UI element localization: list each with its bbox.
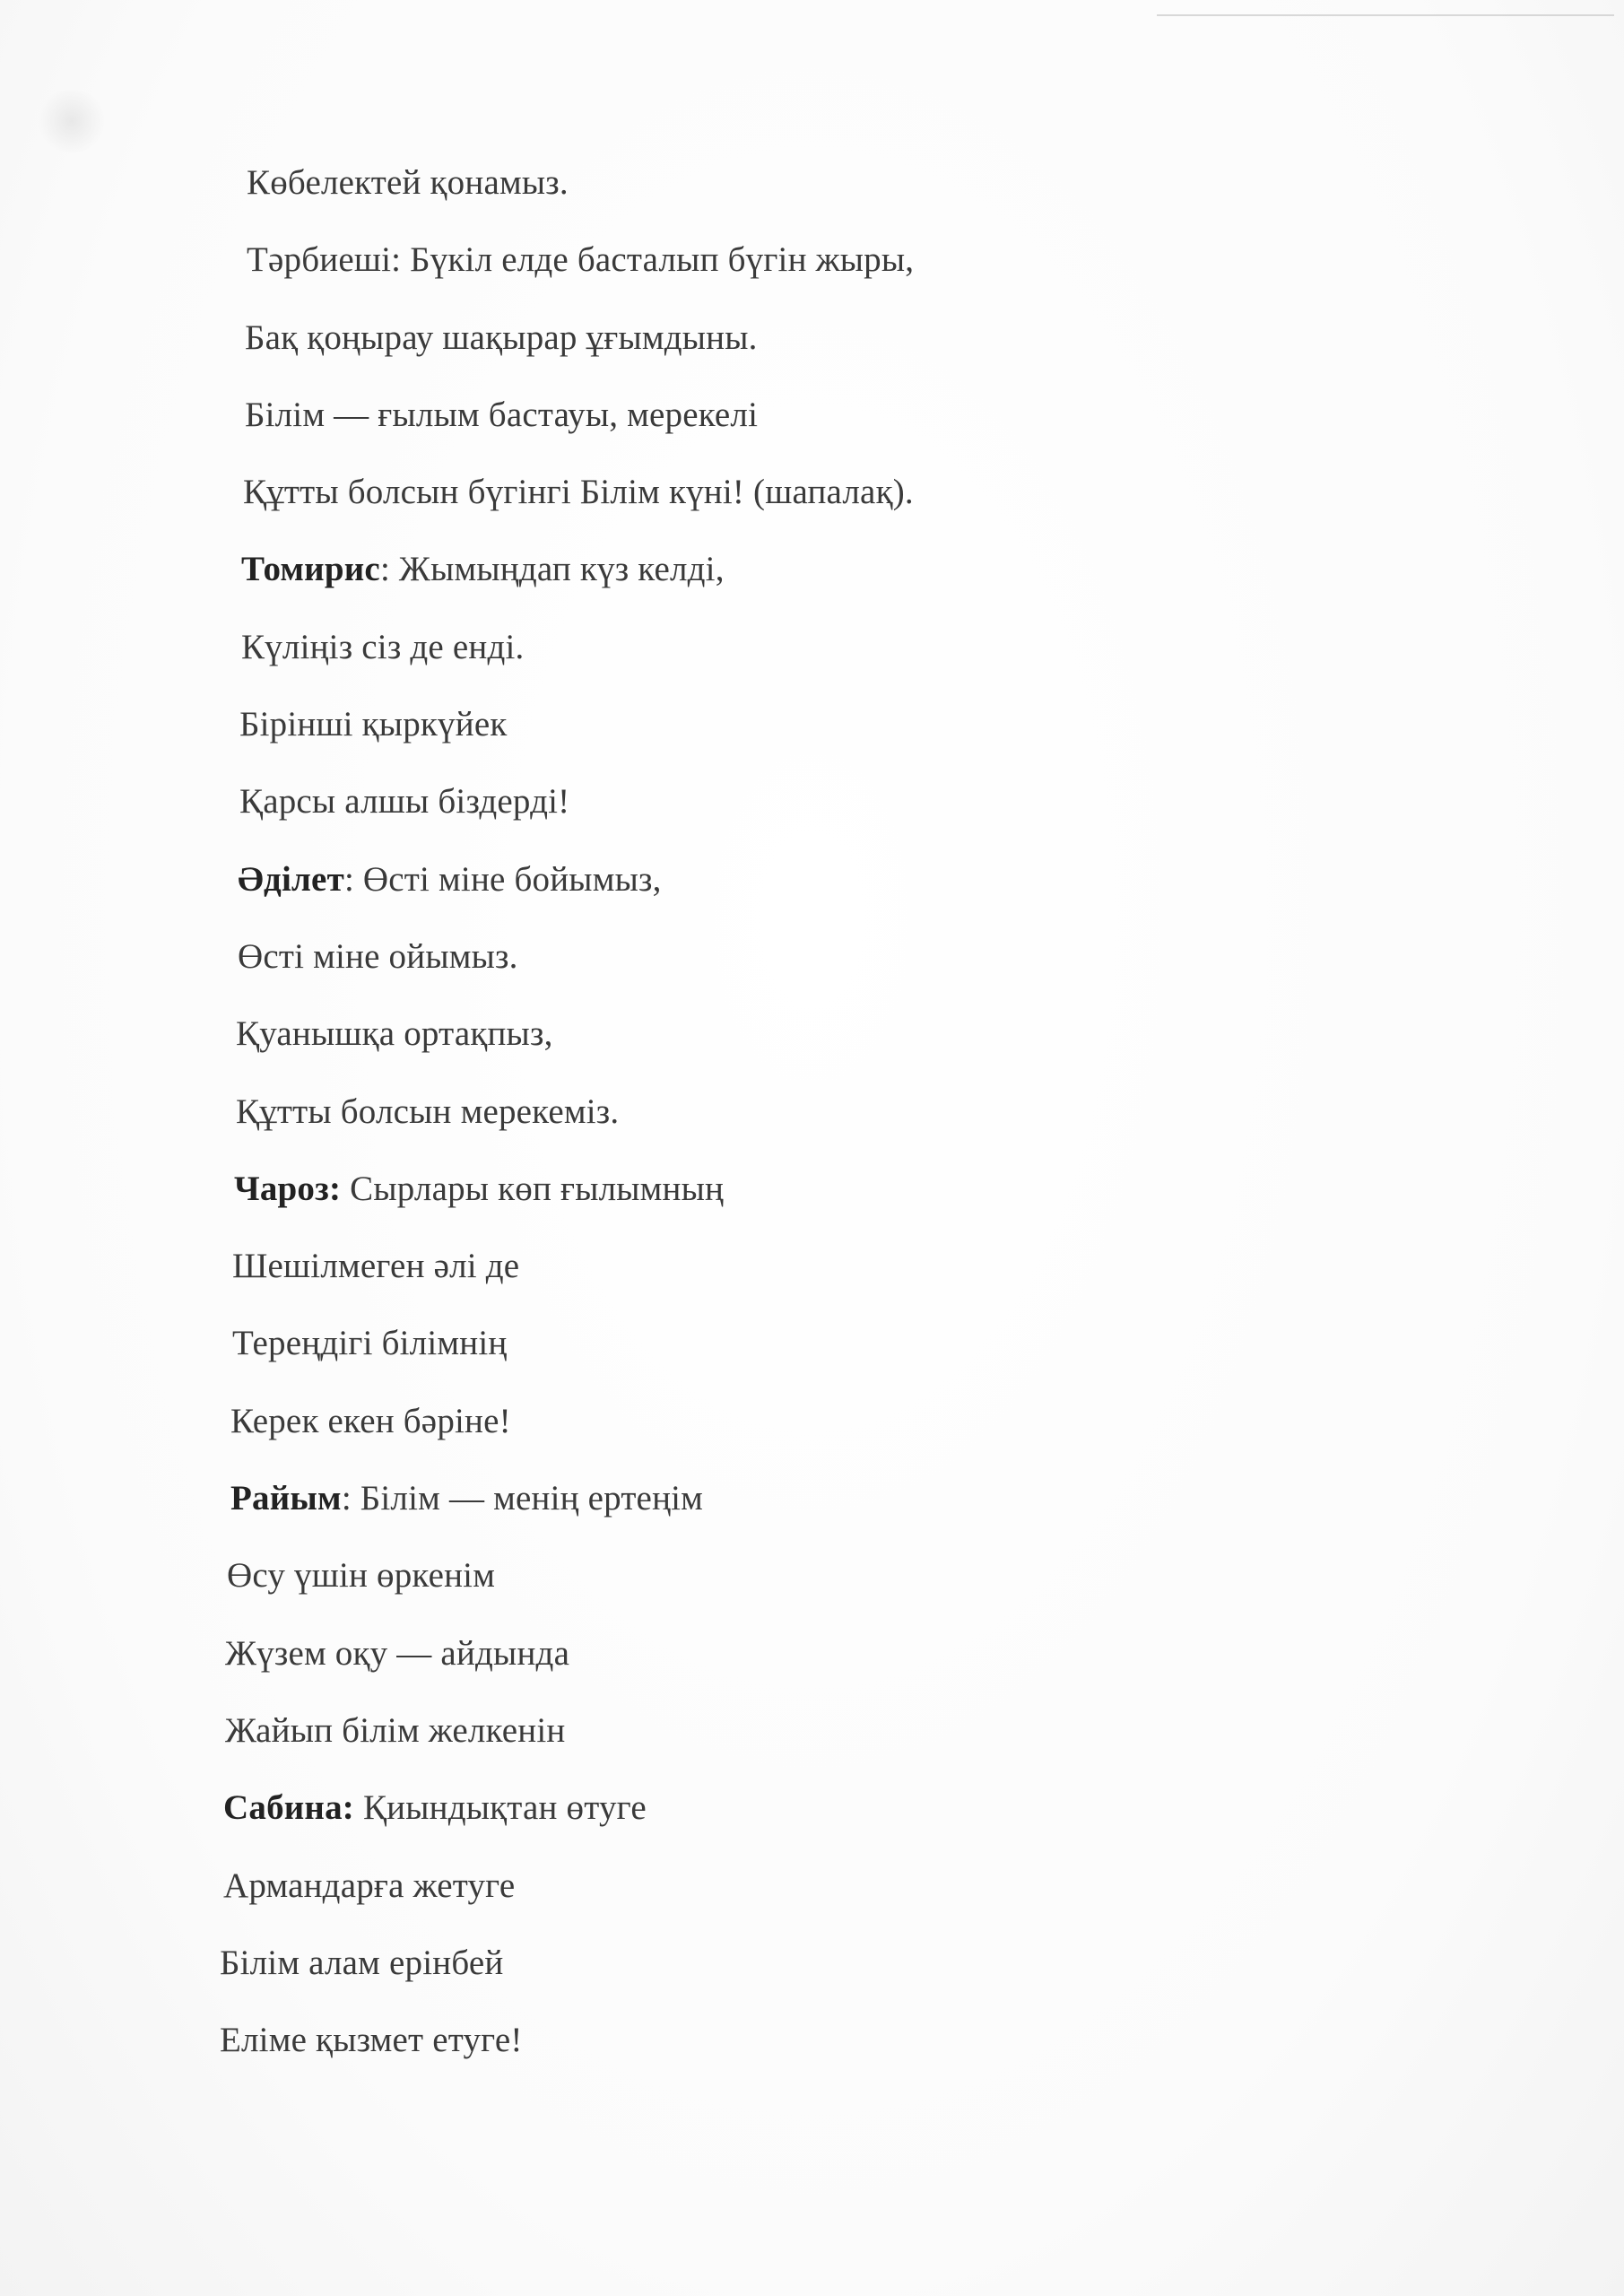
poem-line-22: Сабина: Қиындықтан өтуге <box>223 1788 647 1827</box>
poem-line-1: Көбелектей қонамыз. <box>247 163 569 202</box>
poem-line-2: Тәрбиеші: Бүкіл елде басталып бүгін жыры, <box>247 240 915 279</box>
poem-line-16: Тереңдігі білімнің <box>232 1324 508 1362</box>
poem-line-23: Армандарға жетуге <box>223 1866 516 1905</box>
speaker-name: Чароз: <box>234 1170 342 1208</box>
poem-line-5: Құтты болсын бүгінгі Білім күні! (шапалақ). <box>243 473 914 511</box>
speaker-name: Томирис <box>241 550 380 588</box>
speaker-name: Әділет <box>238 860 344 899</box>
poem-line-9: Қарсы алшы біздерді! <box>239 782 570 821</box>
poem-line-24: Білім алам ерінбей <box>220 1944 504 1982</box>
poem-line-12: Қуанышқа ортақпыз, <box>236 1014 553 1053</box>
poem-line-7: Күліңіз сіз де енді. <box>241 628 525 666</box>
speaker-name: Сабина: <box>223 1788 354 1827</box>
poem-line-18: Райым: Білім — менің ертеңім <box>230 1479 704 1518</box>
poem-line-11: Өсті міне ойымыз. <box>238 937 518 976</box>
poem-line-10: Әділет: Өсті міне бойымыз, <box>238 860 662 899</box>
poem-line-8: Бірінші қыркүйек <box>239 705 508 744</box>
poem-line-17: Керек екен бәріне! <box>230 1402 511 1440</box>
poem-line-20: Жүзем оқу — айдында <box>225 1634 570 1673</box>
poem-line-4: Білім — ғылым бастауы, мерекелі <box>245 396 759 434</box>
poem-line-19: Өсу үшін өркенім <box>227 1556 496 1595</box>
poem-line-3: Бақ қоңырау шақырар ұғымдыны. <box>245 318 758 357</box>
poem-line-15: Шешілмеген әлі де <box>232 1247 520 1285</box>
scan-smudge <box>36 90 108 152</box>
poem-line-25: Еліме қызмет етуге! <box>220 2021 523 2059</box>
scan-edge-line <box>1157 14 1614 16</box>
poem-line-14: Чароз: Сырлары көп ғылымның <box>234 1170 725 1208</box>
poem-line-6: Томирис: Жымыңдап күз келді, <box>241 550 725 588</box>
poem-line-13: Құтты болсын мерекеміз. <box>236 1092 620 1131</box>
poem-line-21: Жайып білім желкенін <box>225 1711 566 1750</box>
speaker-name: Райым <box>230 1479 342 1518</box>
